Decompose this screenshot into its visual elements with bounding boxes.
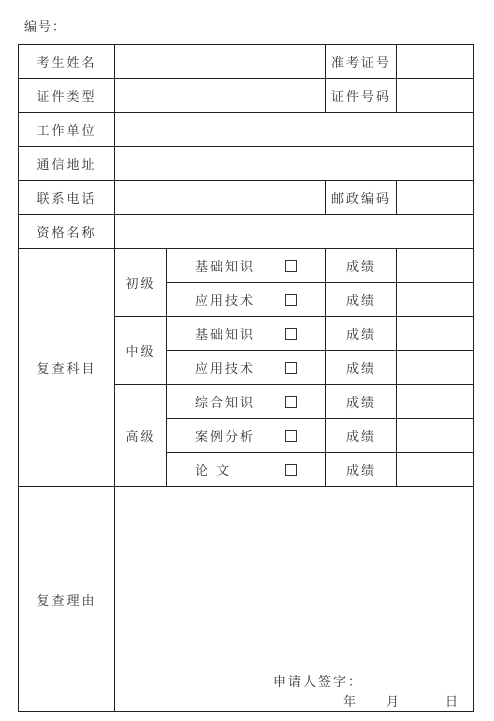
phone-field[interactable] xyxy=(115,181,326,215)
row-qualification xyxy=(19,215,474,249)
address-label: 通信地址 xyxy=(19,147,115,181)
review-subjects-label: 复查科目 xyxy=(19,249,115,487)
date-day: 日 xyxy=(445,695,461,710)
score-field[interactable] xyxy=(397,385,474,419)
row-id-type xyxy=(19,79,474,113)
work-unit-label: 工作单位 xyxy=(19,113,115,147)
subject-name: 基础知识 xyxy=(195,328,256,343)
subject-name: 应用技术 xyxy=(195,294,256,309)
name-label: 考生姓名 xyxy=(19,45,115,79)
level-label: 中级 xyxy=(115,317,167,385)
subject-cell xyxy=(167,317,326,351)
exam-number-label: 准考证号 xyxy=(326,45,397,79)
id-number-field[interactable] xyxy=(397,79,474,113)
subject-name: 应用技术 xyxy=(195,362,256,377)
subject-cell xyxy=(167,249,326,283)
address-field[interactable] xyxy=(115,147,474,181)
subject-name: 基础知识 xyxy=(195,260,256,275)
subject-name: 论 文 xyxy=(195,464,232,479)
date-month: 月 xyxy=(386,695,402,710)
row-reason xyxy=(19,487,474,712)
score-label: 成绩 xyxy=(326,317,397,351)
score-field[interactable] xyxy=(397,249,474,283)
postcode-field[interactable] xyxy=(397,181,474,215)
review-application-form xyxy=(18,44,474,712)
subject-cell xyxy=(167,419,326,453)
postcode-label: 邮政编码 xyxy=(326,181,397,215)
score-field[interactable] xyxy=(397,419,474,453)
review-reason-field[interactable] xyxy=(115,487,474,712)
score-field[interactable] xyxy=(397,283,474,317)
score-label: 成绩 xyxy=(326,453,397,487)
subject-checkbox[interactable] xyxy=(285,294,297,306)
applicant-signature-label: 申请人签字： xyxy=(273,675,364,690)
phone-label: 联系电话 xyxy=(19,181,115,215)
subject-checkbox[interactable] xyxy=(285,396,297,408)
serial-number-label: 编号： xyxy=(24,20,67,35)
score-field[interactable] xyxy=(397,317,474,351)
date-year: 年 xyxy=(343,695,359,710)
subject-checkbox[interactable] xyxy=(285,430,297,442)
subject-name: 综合知识 xyxy=(195,396,256,411)
exam-number-field[interactable] xyxy=(397,45,474,79)
review-reason-label: 复查理由 xyxy=(19,487,115,712)
signature-date xyxy=(343,691,460,710)
subject-cell xyxy=(167,385,326,419)
subject-checkbox[interactable] xyxy=(285,362,297,374)
subject-cell xyxy=(167,351,326,385)
subject-checkbox[interactable] xyxy=(285,464,297,476)
work-unit-field[interactable] xyxy=(115,113,474,147)
row-work-unit xyxy=(19,113,474,147)
qualification-field[interactable] xyxy=(115,215,474,249)
subject-checkbox[interactable] xyxy=(285,328,297,340)
row-name xyxy=(19,45,474,79)
qualification-label: 资格名称 xyxy=(19,215,115,249)
score-label: 成绩 xyxy=(326,351,397,385)
subject-name: 案例分析 xyxy=(195,430,256,445)
row-phone xyxy=(19,181,474,215)
level-label: 初级 xyxy=(115,249,167,317)
row-address xyxy=(19,147,474,181)
subject-row xyxy=(19,249,474,283)
score-label: 成绩 xyxy=(326,283,397,317)
score-field[interactable] xyxy=(397,351,474,385)
id-number-label: 证件号码 xyxy=(326,79,397,113)
id-type-label: 证件类型 xyxy=(19,79,115,113)
level-label: 高级 xyxy=(115,385,167,487)
subject-checkbox[interactable] xyxy=(285,260,297,272)
score-label: 成绩 xyxy=(326,419,397,453)
subject-cell xyxy=(167,283,326,317)
score-field[interactable] xyxy=(397,453,474,487)
subject-cell xyxy=(167,453,326,487)
score-label: 成绩 xyxy=(326,385,397,419)
score-label: 成绩 xyxy=(326,249,397,283)
name-field[interactable] xyxy=(115,45,326,79)
id-type-field[interactable] xyxy=(115,79,326,113)
